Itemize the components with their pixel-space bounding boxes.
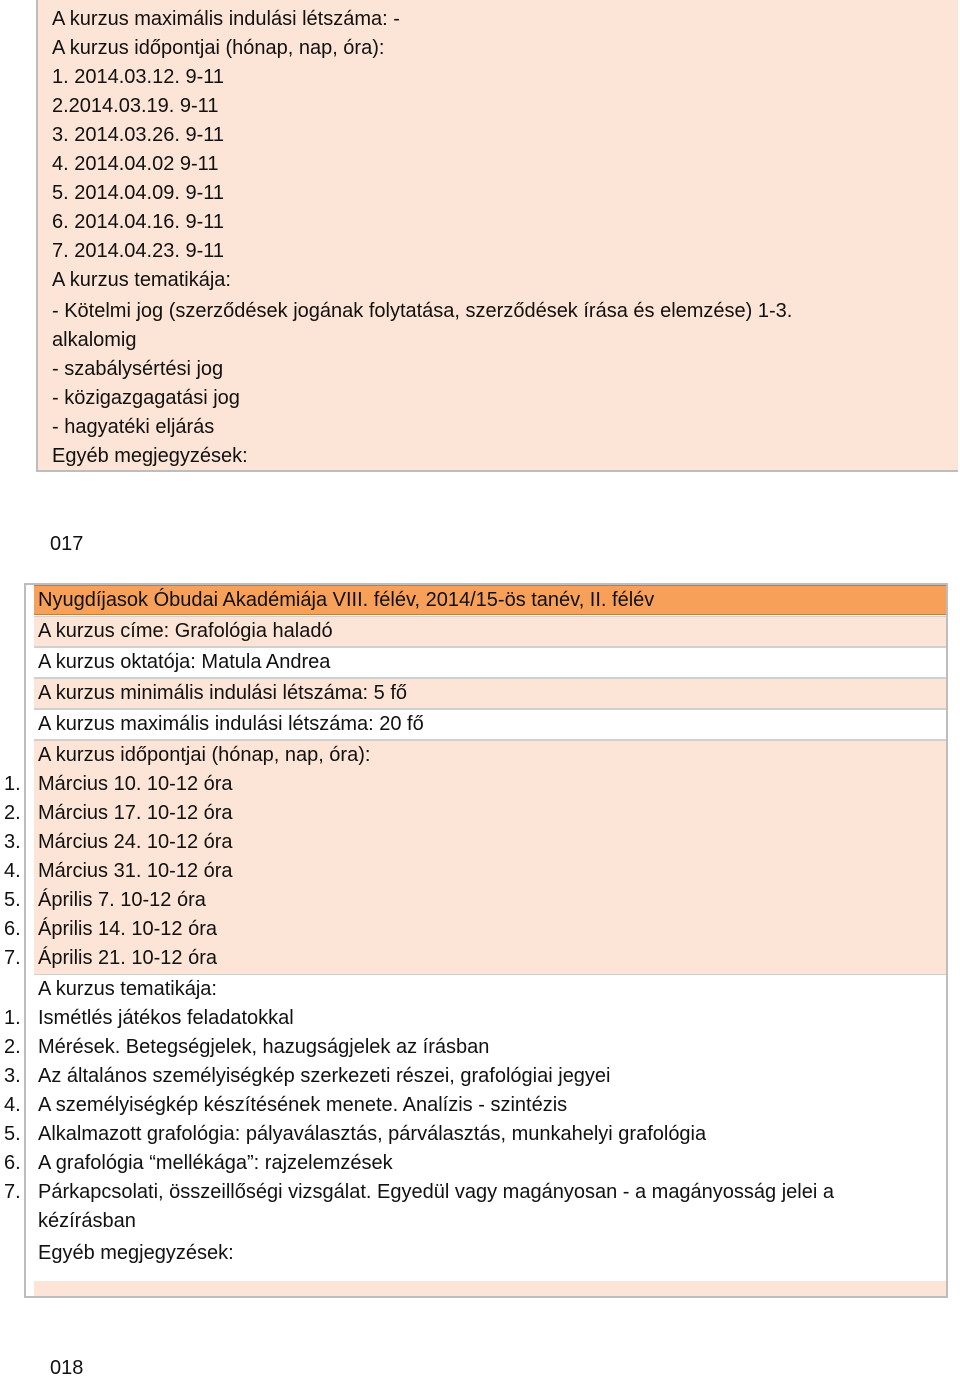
topic-text: A személyiségkép készítésének menete. Analízis - szintézis [38,1094,568,1116]
date-text: Március 24. 10-12 óra [38,831,233,853]
date-number: 2. [4,802,21,824]
dates-label: A kurzus időpontjai (hónap, nap, óra): [38,744,371,766]
dates-section [4,740,946,975]
date-item [4,857,946,886]
topic-item [4,1120,946,1149]
date-number: 1. [4,773,21,795]
max-enrollment: A kurzus maximális indulási létszáma: 20 fő [34,709,946,740]
topics-label: A kurzus tematikája: [38,978,217,1000]
topic-text: Az általános személyiségkép szerkezeti részei, grafológiai jegyei [38,1065,611,1087]
date-text: Április 14. 10-12 óra [38,918,217,940]
course-header: Nyugdíjasok Óbudai Akadémiája VIII. félév, 2014/15-ös tanév, II. félév [34,585,946,615]
topic-number: 3. [4,1065,21,1087]
topics-section [4,975,946,1281]
topic-item [4,1091,946,1120]
topic-item [4,1004,946,1033]
date-text: Március 17. 10-12 óra [38,802,233,824]
topic-item: alkalomig [52,329,137,351]
date-number: 4. [4,860,21,882]
date-number: 7. [4,947,21,969]
topic-number: 6. [4,1152,21,1174]
date-item [4,828,946,857]
course-block-previous [36,0,958,472]
date-item: 5. 2014.04.09. 9-11 [52,182,224,204]
date-item: 4. 2014.04.02 9-11 [52,153,219,175]
date-text: Március 10. 10-12 óra [38,773,233,795]
course-teacher: A kurzus oktatója: Matula Andrea [34,647,946,678]
date-number: 5. [4,889,21,911]
max-enrollment: A kurzus maximális indulási létszáma: - [52,8,400,30]
topic-item [4,1062,946,1091]
topic-text: Párkapcsolati, összeillőségi vizsgálat. Egyedül vagy magányosan - a magányosság jelei a [38,1181,834,1203]
topic-item: - közigazgagatási jog [52,387,240,409]
date-item: 2.2014.03.19. 9-11 [52,95,219,117]
topic-item [4,1033,946,1062]
date-number: 6. [4,918,21,940]
date-item: 3. 2014.03.26. 9-11 [52,124,224,146]
topic-item: - Kötelmi jog (szerződések jogának folytatása, szerződések írása és elemzése) 1-3. [52,300,793,322]
topic-number: 4. [4,1094,21,1116]
topic-number: 5. [4,1123,21,1145]
topic-number: 7. [4,1181,21,1203]
date-item [4,915,946,944]
date-text: Április 21. 10-12 óra [38,947,217,969]
page-number: 017 [50,533,84,555]
topic-text-continued: kézírásban [38,1210,136,1232]
page-number: 018 [50,1357,84,1379]
topics-label: A kurzus tematikája: [52,269,231,291]
min-enrollment: A kurzus minimális indulási létszáma: 5 fő [34,678,946,709]
date-item [4,799,946,828]
notes-fill [34,1281,946,1296]
date-item: 7. 2014.04.23. 9-11 [52,240,224,262]
topic-item: - hagyatéki eljárás [52,416,215,438]
topic-item: - szabálysértési jog [52,358,224,380]
date-item [4,944,946,973]
topic-item [4,1149,946,1178]
topic-text: Ismétlés játékos feladatokkal [38,1007,294,1029]
topic-text: Mérések. Betegségjelek, hazugságjelek az írásban [38,1036,490,1058]
topic-text: A grafológia “mellékága”: rajzelemzések [38,1152,393,1174]
date-text: Április 7. 10-12 óra [38,889,206,911]
topic-text: Alkalmazott grafológia: pályaválasztás, párválasztás, munkahelyi grafológia [38,1123,707,1145]
notes-label: Egyéb megjegyzések: [38,1242,234,1264]
date-number: 3. [4,831,21,853]
dates-label: A kurzus időpontjai (hónap, nap, óra): [52,37,385,59]
date-item [4,770,946,799]
date-item: 1. 2014.03.12. 9-11 [52,66,224,88]
date-item [4,886,946,915]
course-title: A kurzus címe: Grafológia haladó [34,616,946,647]
course-block-grafologia [4,583,948,1298]
date-text: Március 31. 10-12 óra [38,860,233,882]
topic-number: 2. [4,1036,21,1058]
topic-item [4,1178,946,1207]
notes-label: Egyéb megjegyzések: [52,442,956,472]
date-item: 6. 2014.04.16. 9-11 [52,211,224,233]
topic-number: 1. [4,1007,21,1029]
